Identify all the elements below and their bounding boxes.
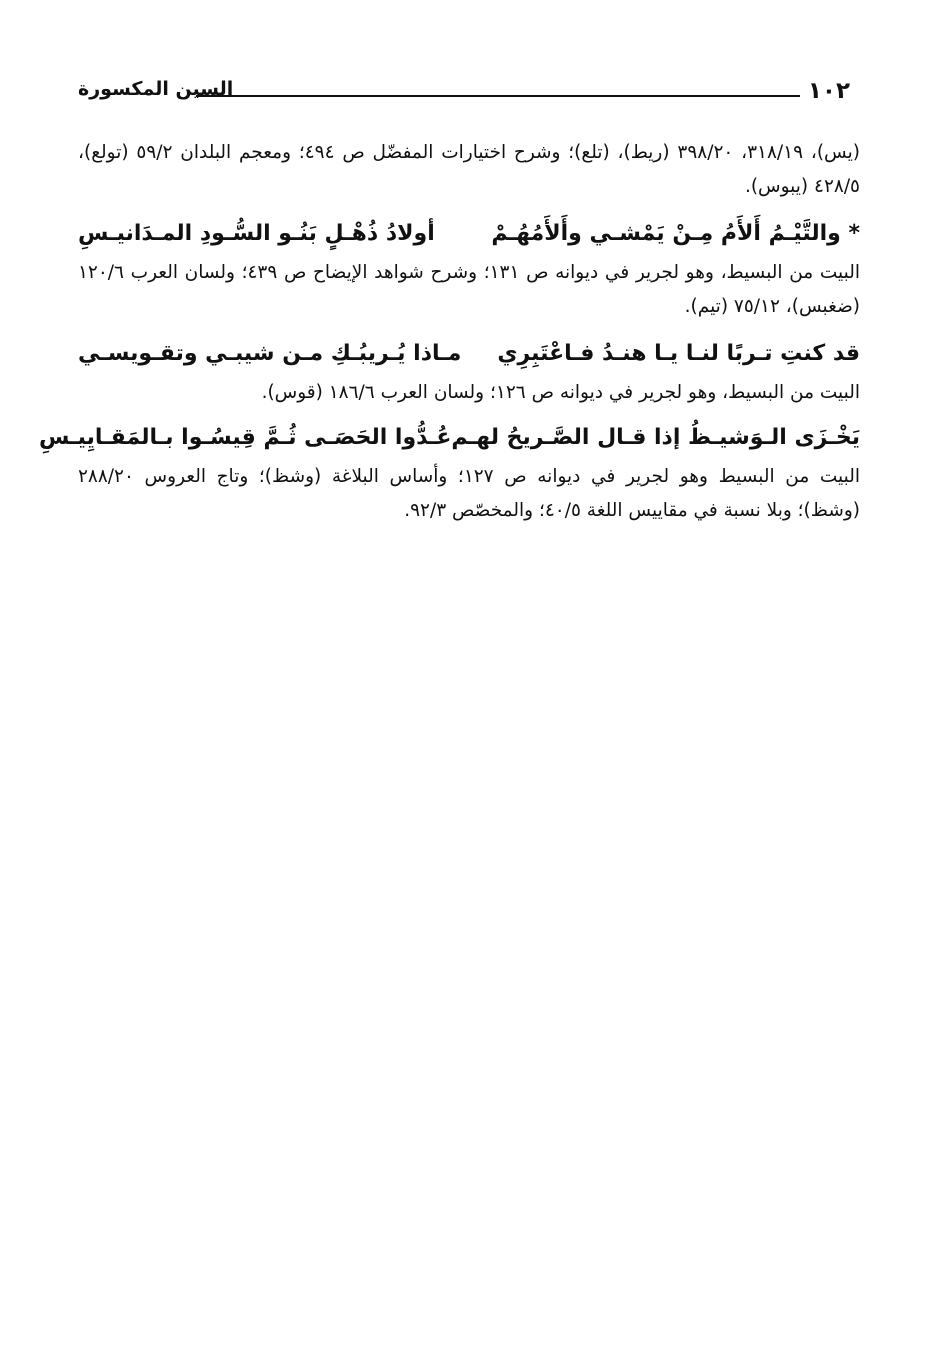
verse-note: البيت من البسيط، وهو لجرير في ديوانه ص ١٣١؛ وشرح شواهد الإيضاح ص ٤٣٩؛ ولسان العرب ١٢٠/٦ (ضغبس)، ٧٥/١٢ (تيم). bbox=[78, 262, 860, 317]
verse-first-hemistich: * والتَّيْـمُ أَلأَمُ مِـنْ يَمْشـي وأَلأَمُهُـمْ bbox=[491, 221, 860, 246]
page-number: ١٠٢ bbox=[807, 78, 850, 104]
running-head: السين المكسورة bbox=[78, 78, 234, 100]
book-page bbox=[39, 70, 860, 528]
header-rule bbox=[196, 95, 800, 97]
verse-line bbox=[78, 212, 860, 256]
verse-second-hemistich: مـاذا يُـريبُـكِ مـن شيبـي وتقـويسـي bbox=[78, 341, 462, 366]
verse-note: البيت من البسيط، وهو لجرير في ديوانه ص ١٢٦؛ ولسان العرب ١٨٦/٦ (قوس). bbox=[261, 382, 860, 403]
verse-first-hemistich: يَخْـزَى الـوَشيـظُ إذا قـال الصَّـريحُ لهـم bbox=[451, 425, 860, 450]
verse-first-hemistich: قد كنتِ تـربًا لنـا يـا هنـدُ فـاعْتَبِرِي bbox=[497, 341, 860, 366]
verse-note: البيت من البسيط وهو لجرير في ديوانه ص ١٢٧؛ وأساس البلاغة (وشظ)؛ وتاج العروس ٢٨٨/٢٠ (وشظ)؛ وبلا نسبة في مقاييس اللغة ٤٠/٥؛ والمخصّص ٩٢/٣. bbox=[78, 466, 860, 521]
verse-second-hemistich: أولادُ ذُهْـلٍ بَنُـو السُّـودِ المـدَانيـسِ bbox=[78, 221, 435, 246]
verse-second-hemistich: عُـدُّوا الحَصَـى ثُـمَّ قِيسُـوا بـالمَقـايِيـسِ bbox=[39, 425, 452, 450]
verse-line bbox=[39, 416, 860, 460]
verse-line bbox=[78, 332, 860, 376]
intro-note: (يس)، ٣١٨/١٩، ٣٩٨/٢٠ (ريط)، (تلع)؛ وشرح اختيارات المفضّل ص ٤٩٤؛ ومعجم البلدان ٥٩/٢ (تولع)، ٤٢٨/٥ (يبوس). bbox=[78, 142, 860, 197]
page-header bbox=[78, 70, 860, 104]
